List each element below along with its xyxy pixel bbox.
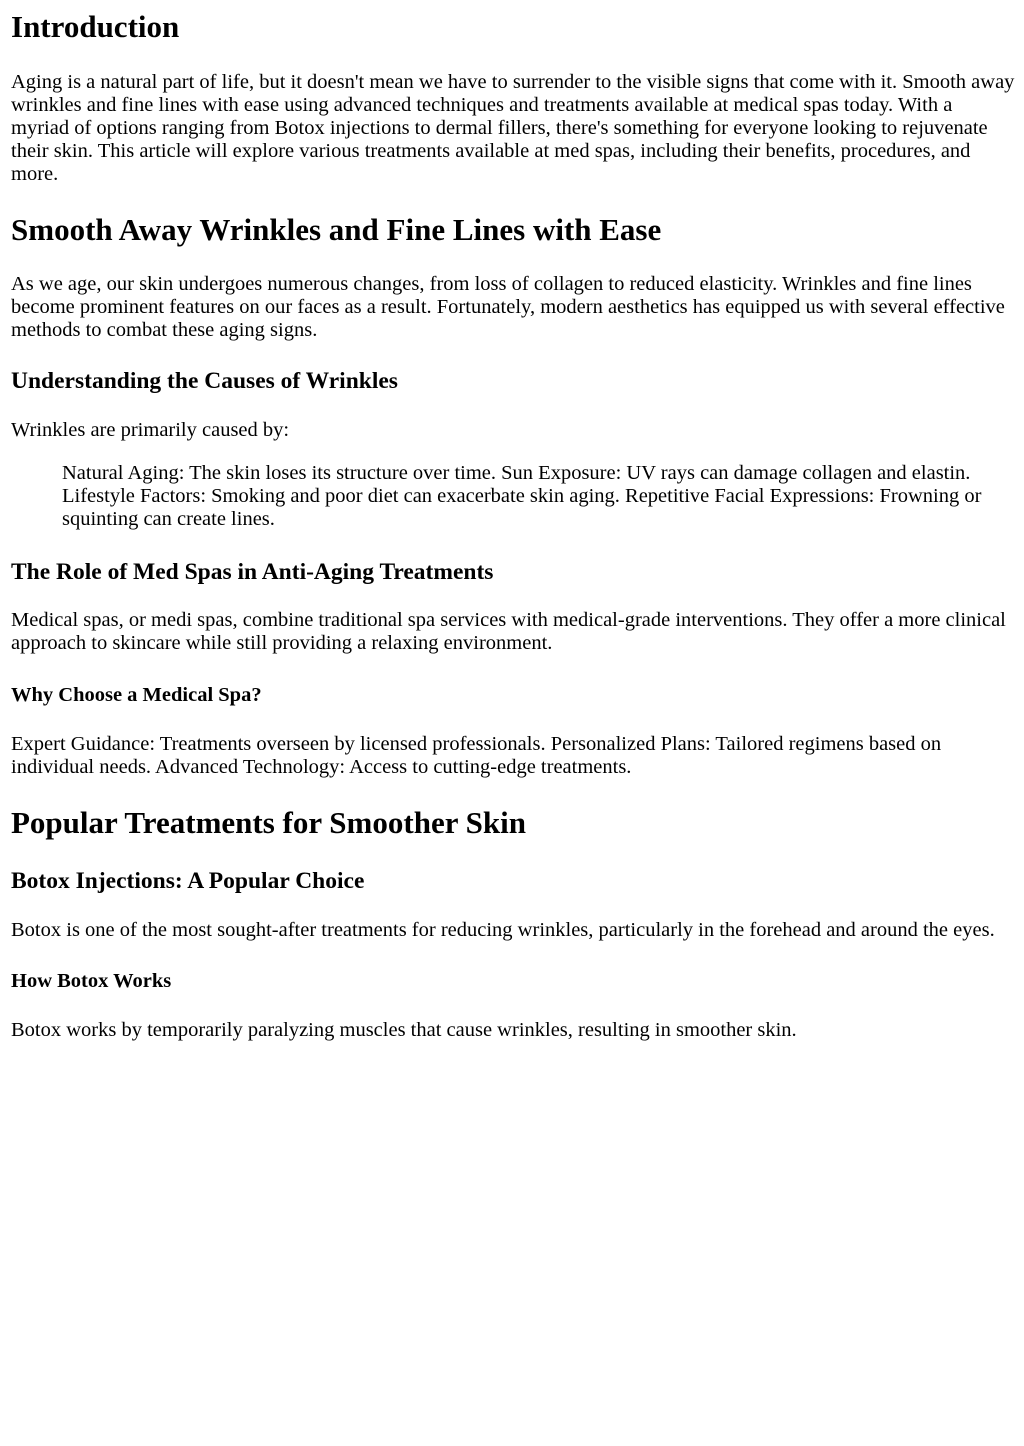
- smooth-away-paragraph: As we age, our skin undergoes numerous changes, from loss of collagen to reduced elasticity. Wrinkles and fine lines become prominent features on our faces as a result. Fortunately, modern aesthetics has equipped us with several effective methods to combat these aging signs.: [11, 273, 1005, 341]
- introduction-paragraph: Aging is a natural part of life, but it doesn't mean we have to surrender to the visible signs that come with it. Smooth away wrinkles and fine lines with ease using advanced techniques and treatments available at medical spas today. With a myriad of options ranging from Botox injections to dermal fillers, there's something for everyone looking to rejuvenate their skin. This article will explore various treatments available at med spas, including their benefits, procedures, and more.: [11, 71, 1015, 185]
- causes-intro: Wrinkles are primarily caused by:: [11, 419, 290, 441]
- introduction-heading: Introduction: [11, 9, 180, 44]
- why-choose-heading: Why Choose a Medical Spa?: [11, 684, 262, 706]
- botox-heading: Botox Injections: A Popular Choice: [11, 868, 365, 894]
- how-botox-heading: How Botox Works: [11, 970, 172, 992]
- how-botox-paragraph: Botox works by temporarily paralyzing muscles that cause wrinkles, resulting in smoother skin.: [11, 1019, 797, 1041]
- why-choose-paragraph: Expert Guidance: Treatments overseen by licensed professionals. Personalized Plans: Tailored regimens based on individual needs. Advanced Technology: Access to cutting-edge treatments.: [11, 733, 942, 778]
- med-spas-paragraph: Medical spas, or medi spas, combine traditional spa services with medical-grade interventions. They offer a more clinical approach to skincare while still providing a relaxing environment.: [11, 609, 1006, 654]
- causes-list: Natural Aging: The skin loses its structure over time. Sun Exposure: UV rays can damage collagen and elastin. Lifestyle Factors: Smoking and poor diet can exacerbate skin aging. Repetitive Facial Expressions: Frowning or squinting can create lines.: [62, 462, 982, 530]
- causes-heading: Understanding the Causes of Wrinkles: [11, 368, 398, 394]
- smooth-away-heading: Smooth Away Wrinkles and Fine Lines with Ease: [11, 212, 662, 247]
- botox-paragraph: Botox is one of the most sought-after treatments for reducing wrinkles, particularly in the forehead and around the eyes.: [11, 919, 995, 941]
- popular-treatments-heading: Popular Treatments for Smoother Skin: [11, 805, 526, 840]
- med-spas-heading: The Role of Med Spas in Anti-Aging Treatments: [11, 559, 494, 585]
